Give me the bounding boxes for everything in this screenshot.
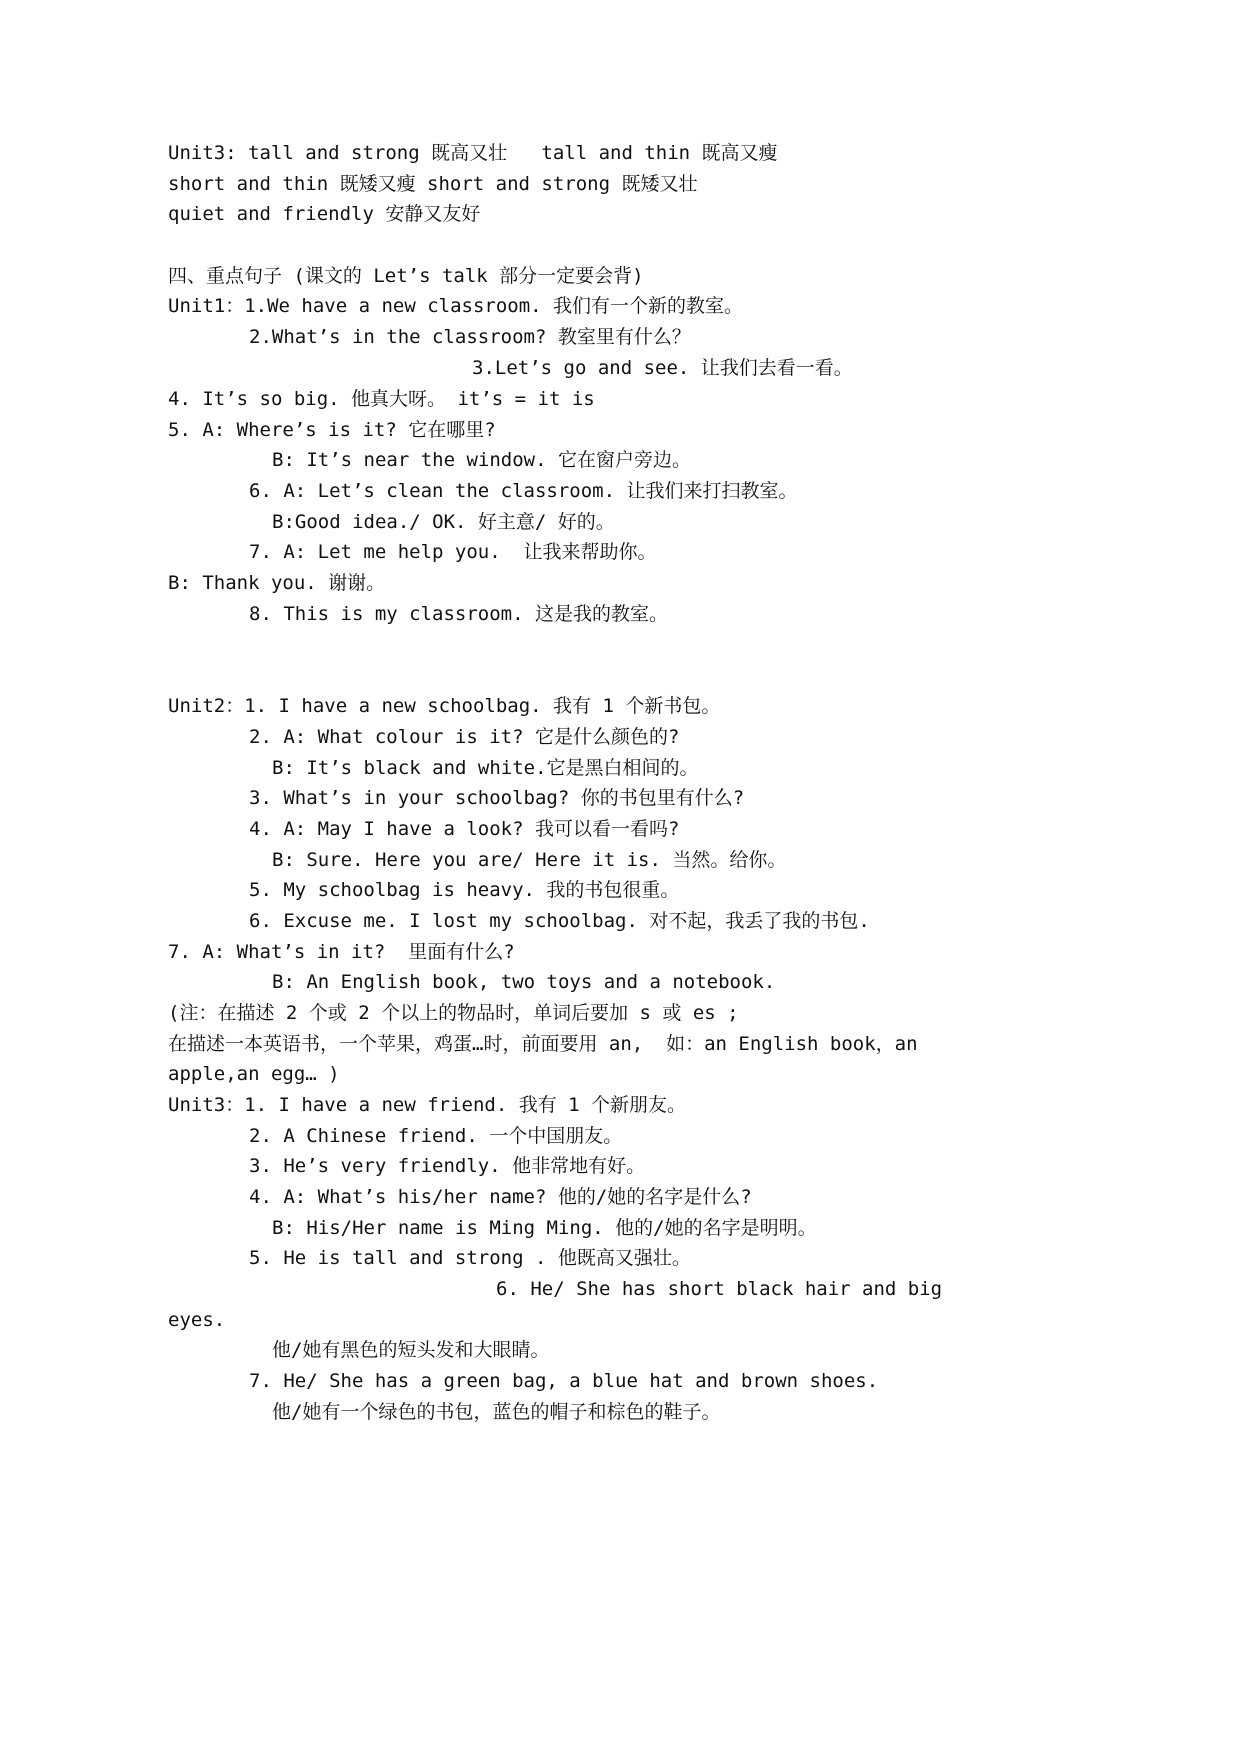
text-line: eyes.	[168, 1309, 226, 1331]
text-line: 6. A: Let’s clean the classroom. 让我们来打扫教室。	[249, 480, 798, 502]
text-line: Unit2：1. I have a new schoolbag. 我有 1 个新书包。	[168, 695, 721, 717]
text-line: 6. Excuse me. I lost my schoolbag. 对不起，我丢了我的书包.	[249, 910, 870, 932]
text-line: B: Sure. Here you are/ Here it is. 当然。给你。	[272, 849, 787, 871]
text-line: 2.What’s in the classroom? 教室里有什么？	[249, 326, 691, 348]
section-heading: 四、重点句子 (课文的 Let’s talk 部分一定要会背)	[168, 265, 644, 287]
text-line: 2. A: What colour is it? 它是什么颜色的?	[249, 726, 680, 748]
text-line: 7. He/ She has a green bag, a blue hat and brown shoes.	[249, 1370, 879, 1392]
text-line: B: It’s black and white.它是黑白相间的。	[272, 757, 699, 779]
text-line: Unit3: tall and strong 既高又壮 tall and thin 既高又瘦	[168, 142, 778, 164]
text-line: short and thin 既矮又瘦 short and strong 既矮又壮	[168, 173, 698, 195]
text-line: B:Good idea./ OK. 好主意/ 好的。	[272, 511, 615, 533]
text-line: B: An English book, two toys and a notebook.	[272, 971, 776, 993]
text-line: 4. It’s so big. 他真大呀。 it’s = it is	[168, 388, 595, 410]
text-line: 5. My schoolbag is heavy. 我的书包很重。	[249, 879, 680, 901]
text-line: 8. This is my classroom. 这是我的教室。	[249, 603, 668, 625]
text-line: 4. A: What’s his/her name? 他的/她的名字是什么?	[249, 1186, 752, 1208]
text-line: Unit1：1.We have a new classroom. 我们有一个新的教室。	[168, 295, 744, 317]
note-line: apple,an egg… )	[168, 1063, 340, 1085]
text-line: 2. A Chinese friend. 一个中国朋友。	[249, 1125, 623, 1147]
text-line: quiet and friendly 安静又友好	[168, 203, 481, 225]
note-line: (注：在描述 2 个或 2 个以上的物品时，单词后要加 s 或 es ;	[168, 1002, 739, 1024]
text-line: 4. A: May I have a look? 我可以看一看吗?	[249, 818, 680, 840]
text-line: B: It’s near the window. 它在窗户旁边。	[272, 449, 691, 471]
text-line: B: His/Her name is Ming Ming. 他的/她的名字是明明。	[272, 1217, 817, 1239]
note-line: 在描述一本英语书，一个苹果，鸡蛋…时，前面要用 an, 如：an English book，an	[168, 1033, 918, 1055]
text-line: 7. A: Let me help you. 让我来帮助你。	[249, 541, 657, 563]
text-line: 3.Let’s go and see. 让我们去看一看。	[472, 357, 853, 379]
text-line: 3. What’s in your schoolbag? 你的书包里有什么?	[249, 787, 745, 809]
text-line: B: Thank you. 谢谢。	[168, 572, 386, 594]
text-line: 7. A: What’s in it? 里面有什么?	[168, 941, 515, 963]
text-line: Unit3：1. I have a new friend. 我有 1 个新朋友。	[168, 1094, 687, 1116]
text-line: 5. A: Where’s is it? 它在哪里?	[168, 419, 496, 441]
text-line: 他/她有黑色的短头发和大眼睛。	[272, 1339, 550, 1361]
text-line: 6. He/ She has short black hair and big	[496, 1278, 943, 1300]
text-line: 3. He’s very friendly. 他非常地有好。	[249, 1155, 646, 1177]
text-line: 5. He is tall and strong . 他既高又强壮。	[249, 1247, 691, 1269]
text-line: 他/她有一个绿色的书包，蓝色的帽子和棕色的鞋子。	[272, 1401, 721, 1423]
